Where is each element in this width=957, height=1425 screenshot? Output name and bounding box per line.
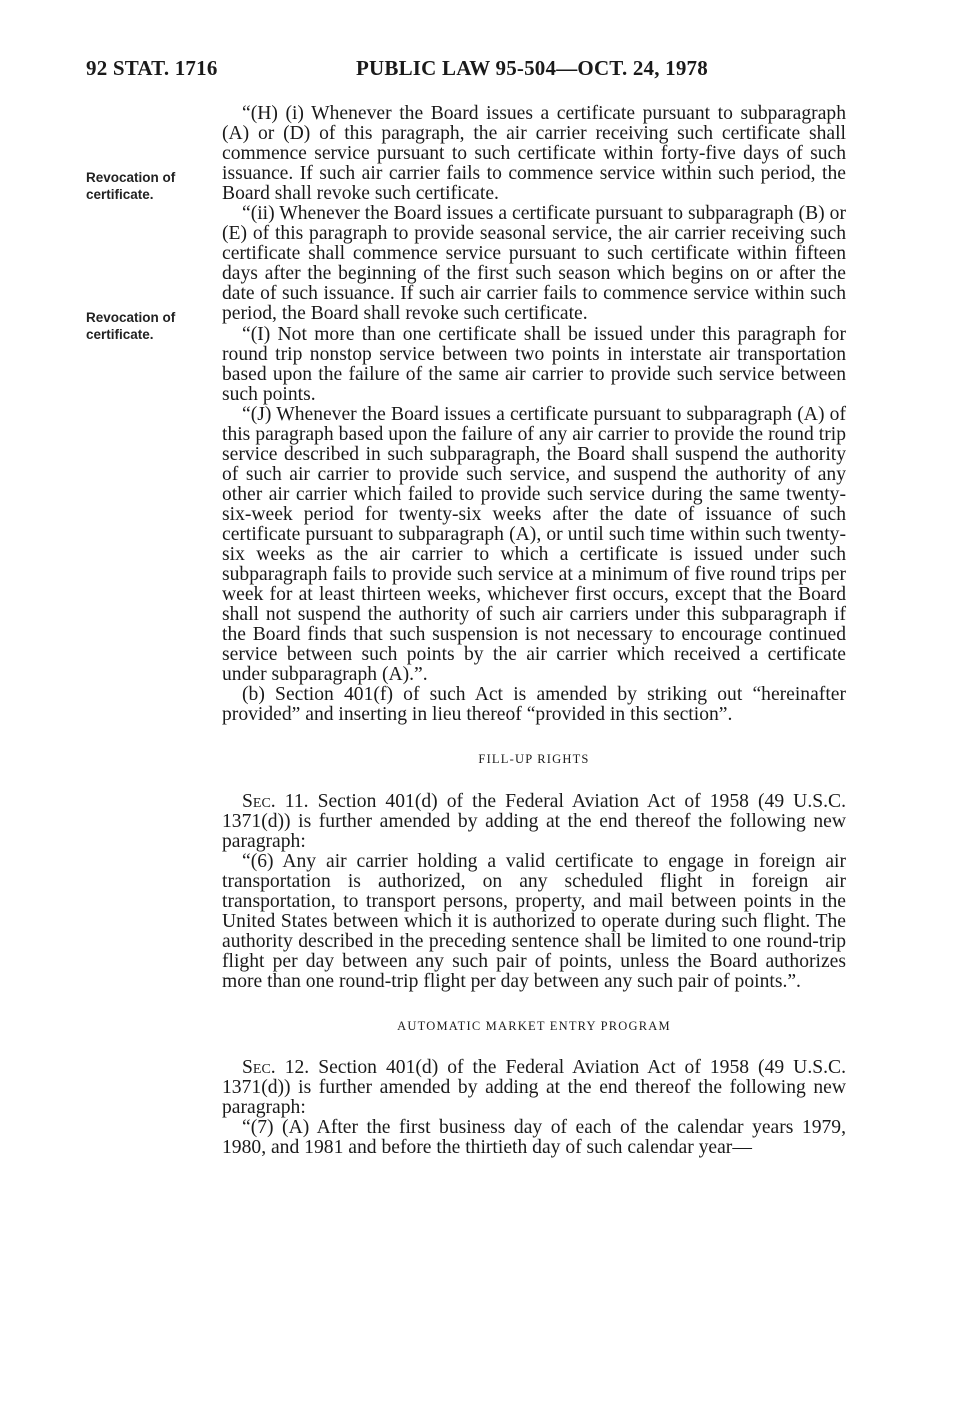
margin-note-revocation-1: Revocation of certificate. bbox=[86, 170, 176, 202]
paragraph-6: “(6) Any air carrier holding a valid certificate to engage in foreign air transportation is authorized, on any scheduled flight in foreign air transportation, to transport persons, property, and mail between points in the United States between which it is authorized to operate during such flight. The authority described in the preceding sentence shall be limited to one round-trip flight per day between any such pair of points, unless the Board authorizes more than one round-trip flight per day between any such pair of points.”. bbox=[222, 850, 846, 992]
section-11 bbox=[222, 792, 846, 852]
section-heading-automatic-market-entry: AUTOMATIC MARKET ENTRY PROGRAM bbox=[397, 1018, 671, 1033]
section-12-label: Sec. bbox=[242, 1057, 276, 1079]
paragraph-h-ii: “(ii) Whenever the Board issues a certificate pursuant to subparagraph (B) or (E) of this paragraph to provide seasonal service, the air carrier receiving such certificate shall commence service pursuant to such certificate within fifteen days after the beginning of the first such season which begins on or after the date of such issuance. If such air carrier fails to commence service within such period, the Board shall revoke such certificate. bbox=[222, 203, 846, 325]
section-11-text: 11. Section 401(d) of the Federal Aviation Act of 1958 (49 U.S.C. 1371(d)) is further amended by adding at the end thereof the following new paragraph: bbox=[222, 790, 846, 852]
section-12 bbox=[222, 1058, 846, 1118]
section-heading-fill-up-rights: FILL-UP RIGHTS bbox=[478, 752, 590, 767]
document-body bbox=[222, 104, 846, 1158]
paragraph-h: “(H) (i) Whenever the Board issues a certificate pursuant to subparagraph (A) or (D) of this paragraph, the air carrier receiving such certificate shall commence service pursuant to such certificate within forty-five days of such issuance. If such air carrier fails to commence service within such period, the Board shall revoke such certificate. bbox=[222, 103, 846, 205]
paragraph-i: “(I) Not more than one certificate shall be issued under this paragraph for round trip nonstop service between two points in interstate air transportation based upon the failure of the same air carrier to provide such service between such points. bbox=[222, 323, 846, 405]
paragraph-7: “(7) (A) After the first business day of each of the calendar years 1979, 1980, and 1981 and before the thirtieth day of such calendar year— bbox=[222, 1117, 846, 1159]
public-law-title: PUBLIC LAW 95-504—OCT. 24, 1978 bbox=[356, 56, 708, 80]
section-12-text: 12. Section 401(d) of the Federal Aviation Act of 1958 (49 U.S.C. 1371(d)) is further amended by adding at the end thereof the following new paragraph: bbox=[222, 1057, 846, 1119]
paragraph-j: “(J) Whenever the Board issues a certificate pursuant to subparagraph (A) of this paragraph based upon the failure of any air carrier to provide the round trip service described in such subparagraph, the Board shall suspend the authority of such air carrier to provide such service, and suspend the authority of any other air carrier which failed to provide such service during the same twenty-six-week period for twenty-six weeks after the date of issuance of such certificate pursuant to subparagraph (A), or until such time within such twenty-six weeks as the air carrier to which a certificate is issued under such subparagraph fails to provide such service at a minimum of five round trips per week for at least thirteen weeks, whichever first occurs, except that the Board shall not suspend the authority of such air carriers under this subparagraph if the Board finds that such suspension is not necessary to encourage continued service between such points by the air carrier which received a certificate under subparagraph (A).”. bbox=[222, 403, 846, 686]
section-11-label: Sec. bbox=[242, 790, 276, 812]
page-header bbox=[86, 56, 847, 86]
margin-note-revocation-2: Revocation of certificate. bbox=[86, 310, 176, 342]
paragraph-b: (b) Section 401(f) of such Act is amended by striking out “hereinafter provided” and inserting in lieu thereof “provided in this section”. bbox=[222, 684, 846, 726]
statute-page-number: 92 STAT. 1716 bbox=[86, 56, 218, 80]
